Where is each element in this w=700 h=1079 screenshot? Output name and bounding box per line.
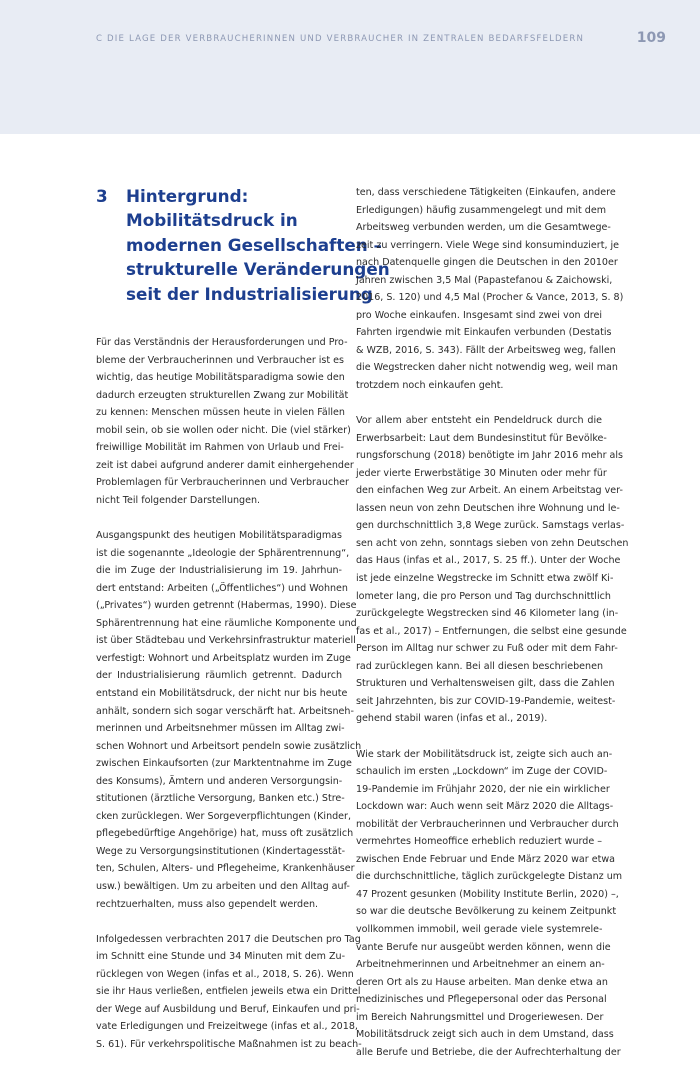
text-line: die im Zuge der Industrialisierung im 19. Jahrhun- [96, 565, 342, 577]
text-line: fas et al., 2017) – Entfernungen, die selbst eine gesunde [356, 625, 627, 637]
text-line: die durchschnittliche, täglich zurückgelegte Distanz um [356, 871, 623, 883]
right-column-body [356, 184, 629, 1061]
text-line: medizinisches und Pflegepersonal oder das Personal [356, 994, 607, 1006]
text-line: vante Berufe nur ausgeübt werden können, wenn die [356, 941, 611, 953]
text-line: freiwillige Mobilität im Rahmen von Urlaub und Frei- [96, 442, 344, 454]
text-line: bleme der Verbraucherinnen und Verbraucher ist es [96, 354, 345, 366]
text-line: ist die sogenannte „Ideologie der Sphärentrennung“, [96, 547, 350, 559]
text-line: pflegebedürftige Angehörige) hat, muss oft zusätzlich [96, 828, 354, 840]
section-title-line: Mobilitätsdruck in [126, 210, 298, 231]
text-line: schaulich im ersten „Lockdown“ im Zuge der COVID- [356, 766, 608, 778]
text-line: & WZB, 2016, S. 343). Fällt der Arbeitsweg weg, fallen [356, 344, 616, 356]
text-line: Vor allem aber entsteht ein Pendeldruck durch die [356, 415, 602, 427]
text-line: den einfachen Weg zur Arbeit. An einem Arbeitstag ver- [356, 485, 623, 497]
section-title-line: modernen Gesellschaften – [126, 234, 382, 255]
text-line: gen durchschnittlich 3,8 Wege zurück. Samstags verlas- [356, 520, 625, 532]
text-line: zeit zu verringern. Viele Wege sind konsuminduziert, je [356, 239, 620, 251]
text-line: dadurch erzeugten strukturellen Zwang zur Mobilität [96, 389, 349, 401]
text-line: der Industrialisierung räumlich getrennt. Dadurch [96, 670, 342, 682]
text-line: verfestigt: Wohnort und Arbeitsplatz wurden im Zuge [96, 652, 351, 664]
paragraph [96, 527, 362, 913]
text-line: so war die deutsche Bevölkerung zu keinem Zeitpunkt [356, 906, 617, 918]
text-line: Wie stark der Mobilitätsdruck ist, zeigte sich auch an- [356, 748, 613, 760]
text-line: 19-Pandemie im Frühjahr 2020, der nie ein wirklicher [356, 783, 610, 795]
text-line: des Konsums), Ämtern und anderen Versorgungsin- [96, 775, 343, 787]
text-line: stitutionen (ärztliche Versorgung, Banken etc.) Stre- [96, 793, 345, 805]
text-line: im Bereich Nahrungsmittel und Drogeriewesen. Der [356, 1011, 604, 1023]
section-number: 3 [96, 186, 108, 206]
paragraph [356, 746, 623, 1062]
text-line: lometer lang, die pro Person und Tag durchschnittlich [356, 590, 611, 602]
text-line: Erwerbsarbeit: Laut dem Bundesinstitut für Bevölke- [356, 432, 607, 444]
running-head: C DIE LAGE DER VERBRAUCHERINNEN UND VERBRAUCHER IN ZENTRALEN BEDARFSFELDERN [96, 34, 585, 44]
text-line: Fahrten irgendwie mit Einkaufen verbunden (Destatis [356, 327, 612, 339]
text-line: Lockdown war: Auch wenn seit März 2020 die Alltags- [356, 801, 614, 813]
paragraph [96, 931, 362, 1054]
text-line: ist über Städtebau und Verkehrsinfrastruktur materiell [96, 635, 356, 647]
text-line: S. 61). Für verkehrspolitische Maßnahmen ist zu beach- [96, 1038, 362, 1050]
text-line: Infolgedessen verbrachten 2017 die Deutschen pro Tag [96, 933, 361, 945]
text-line: sen acht von zehn, sonntags sieben von zehn Deutschen [356, 537, 629, 549]
paragraph [356, 412, 629, 728]
text-line: nach Datenquelle gingen die Deutschen in den 2010er [356, 257, 618, 269]
text-line: sie ihr Haus verließen, entfielen jeweils etwa ein Drittel [96, 986, 361, 998]
text-line: 47 Prozent gesunken (Mobility Institute Berlin, 2020) –, [356, 888, 619, 900]
text-line: zeit ist dabei aufgrund anderer damit einhergehender [96, 459, 354, 471]
text-line: vate Erledigungen und Freizeitwege (infas et al., 2018, [96, 1021, 358, 1033]
text-line: deren Ort als zu Hause arbeiten. Man denke etwa an [356, 976, 608, 988]
text-line: zu kennen: Menschen müssen heute in vielen Fällen [96, 407, 345, 419]
section-title-line: Hintergrund: [126, 186, 249, 206]
text-line: dert entstand: Arbeiten („Öffentliches“) und Wohnen [96, 582, 348, 594]
text-line: zurückgelegte Wegstrecken sind 46 Kilometer lang (in- [356, 608, 619, 620]
text-line: Person im Alltag nur schwer zu Fuß oder mit dem Fahr- [356, 643, 618, 655]
text-line: das Haus (infas et al., 2017, S. 25 ff.). Unter der Woche [356, 555, 621, 567]
text-line: alle Berufe und Betriebe, die der Aufrechterhaltung der [356, 1046, 621, 1058]
text-line: Strukturen und Verhaltensweisen gilt, dass die Zahlen [356, 678, 615, 690]
section-title [126, 184, 390, 306]
text-line: Für das Verständnis der Herausforderungen und Pro- [96, 337, 348, 349]
text-line: jeder vierte Erwerbstätige 30 Minuten oder mehr für [356, 467, 607, 479]
text-line: zwischen Ende Februar und Ende März 2020 war etwa [356, 853, 615, 865]
text-line: anhält, sondern sich sogar verschärft hat. Arbeitsneh- [96, 705, 354, 717]
text-line: Erledigungen) häufig zusammengelegt und mit dem [356, 204, 607, 216]
page-header-band [0, 0, 700, 134]
text-line: im Schnitt eine Stunde und 34 Minuten mit dem Zu- [96, 951, 346, 963]
text-line: rungsforschung (2018) benötigte im Jahr 2016 mehr als [356, 450, 624, 462]
text-line: rechtzuerhalten, muss also gependelt werden. [96, 898, 319, 910]
text-line: rad zurücklegen kann. Bei all diesen beschriebenen [356, 660, 603, 672]
text-line: vollkommen immobil, weil gerade viele systemrele- [356, 923, 603, 935]
text-line: Problemlagen für Verbraucherinnen und Verbraucher [96, 477, 349, 489]
text-line: Mobilitätsdruck zeigt sich auch in dem Umstand, dass [356, 1029, 614, 1041]
text-line: Sphärentrennung hat eine räumliche Komponente und [96, 617, 357, 629]
text-line: trotzdem noch einkaufen geht. [356, 380, 504, 392]
text-line: 2016, S. 120) und 4,5 Mal (Procher & Vance, 2013, S. 8) [356, 292, 624, 304]
text-line: vermehrtes Homeoffice erheblich reduziert wurde – [356, 836, 603, 848]
text-line: („Privates“) wurden getrennt (Habermas, 1990). Diese [96, 600, 357, 612]
text-line: zwischen Einkaufsorten (zur Marktentnahme im Zuge [96, 758, 352, 770]
text-line: merinnen und Arbeitsnehmer müssen im Alltag zwi- [96, 723, 345, 735]
paragraph [96, 334, 354, 509]
text-line: ten, dass verschiedene Tätigkeiten (Einkaufen, andere [356, 187, 616, 198]
left-column-body [96, 334, 362, 1053]
text-line: Arbeitsweg verbunden werden, um die Gesamtwege- [356, 222, 611, 234]
right-column [356, 184, 629, 1079]
text-line: gehend stabil waren (infas et al., 2019). [356, 713, 548, 725]
text-line: Arbeitnehmerinnen und Arbeitnehmer an einem an- [356, 959, 605, 971]
text-line: lassen neun von zehn Deutschen ihre Wohnung und le- [356, 502, 620, 514]
text-line: der Wege auf Ausbildung und Beruf, Einkaufen und pri- [96, 1003, 360, 1015]
text-line: mobilität der Verbraucherinnen und Verbraucher durch [356, 818, 619, 830]
section-heading [96, 184, 390, 306]
text-line: Wege zu Versorgungsinstitutionen (Kindertagesstät- [96, 845, 346, 857]
text-line: die Wegstrecken daher nicht notwendig weg, weil man [356, 362, 618, 374]
text-line: usw.) bewältigen. Um zu arbeiten und den Alltag auf- [96, 880, 350, 892]
text-line: Ausgangspunkt des heutigen Mobilitätsparadigmas [96, 530, 342, 542]
text-line: nicht Teil folgender Darstellungen. [96, 494, 261, 506]
section-title-line: strukturelle Veränderungen [126, 259, 390, 280]
left-column [96, 184, 390, 1071]
section-title-line: seit der Industrialisierung [126, 283, 373, 304]
page-number: 109 [636, 30, 666, 46]
paragraph [356, 184, 624, 395]
text-line: schen Wohnort und Arbeitsort pendeln sowie zusätzlich [96, 740, 362, 752]
text-line: wichtig, das heutige Mobilitätsparadigma sowie den [96, 372, 345, 384]
text-line: cken zurücklegen. Wer Sorgeverpflichtungen (Kinder, [96, 810, 352, 822]
text-line: pro Woche einkaufen. Insgesamt sind zwei von drei [356, 309, 602, 321]
text-line: ten, Schulen, Alters- und Pflegeheime, Krankenhäuser [96, 863, 355, 875]
text-line: Jahren zwischen 3,5 Mal (Papastefanou & Zaichowski, [356, 274, 613, 286]
text-line: entstand ein Mobilitätsdruck, der nicht nur bis heute [96, 687, 348, 699]
text-line: seit Jahrzehnten, bis zur COVID-19-Pandemie, weitest- [356, 695, 616, 707]
text-line: rücklegen von Wegen (infas et al., 2018, S. 26). Wenn [96, 968, 354, 980]
text-line: mobil sein, ob sie wollen oder nicht. Die (viel stärker) [96, 424, 351, 436]
text-line: ist jede einzelne Wegstrecke im Schnitt etwa zwölf Ki- [356, 573, 614, 585]
